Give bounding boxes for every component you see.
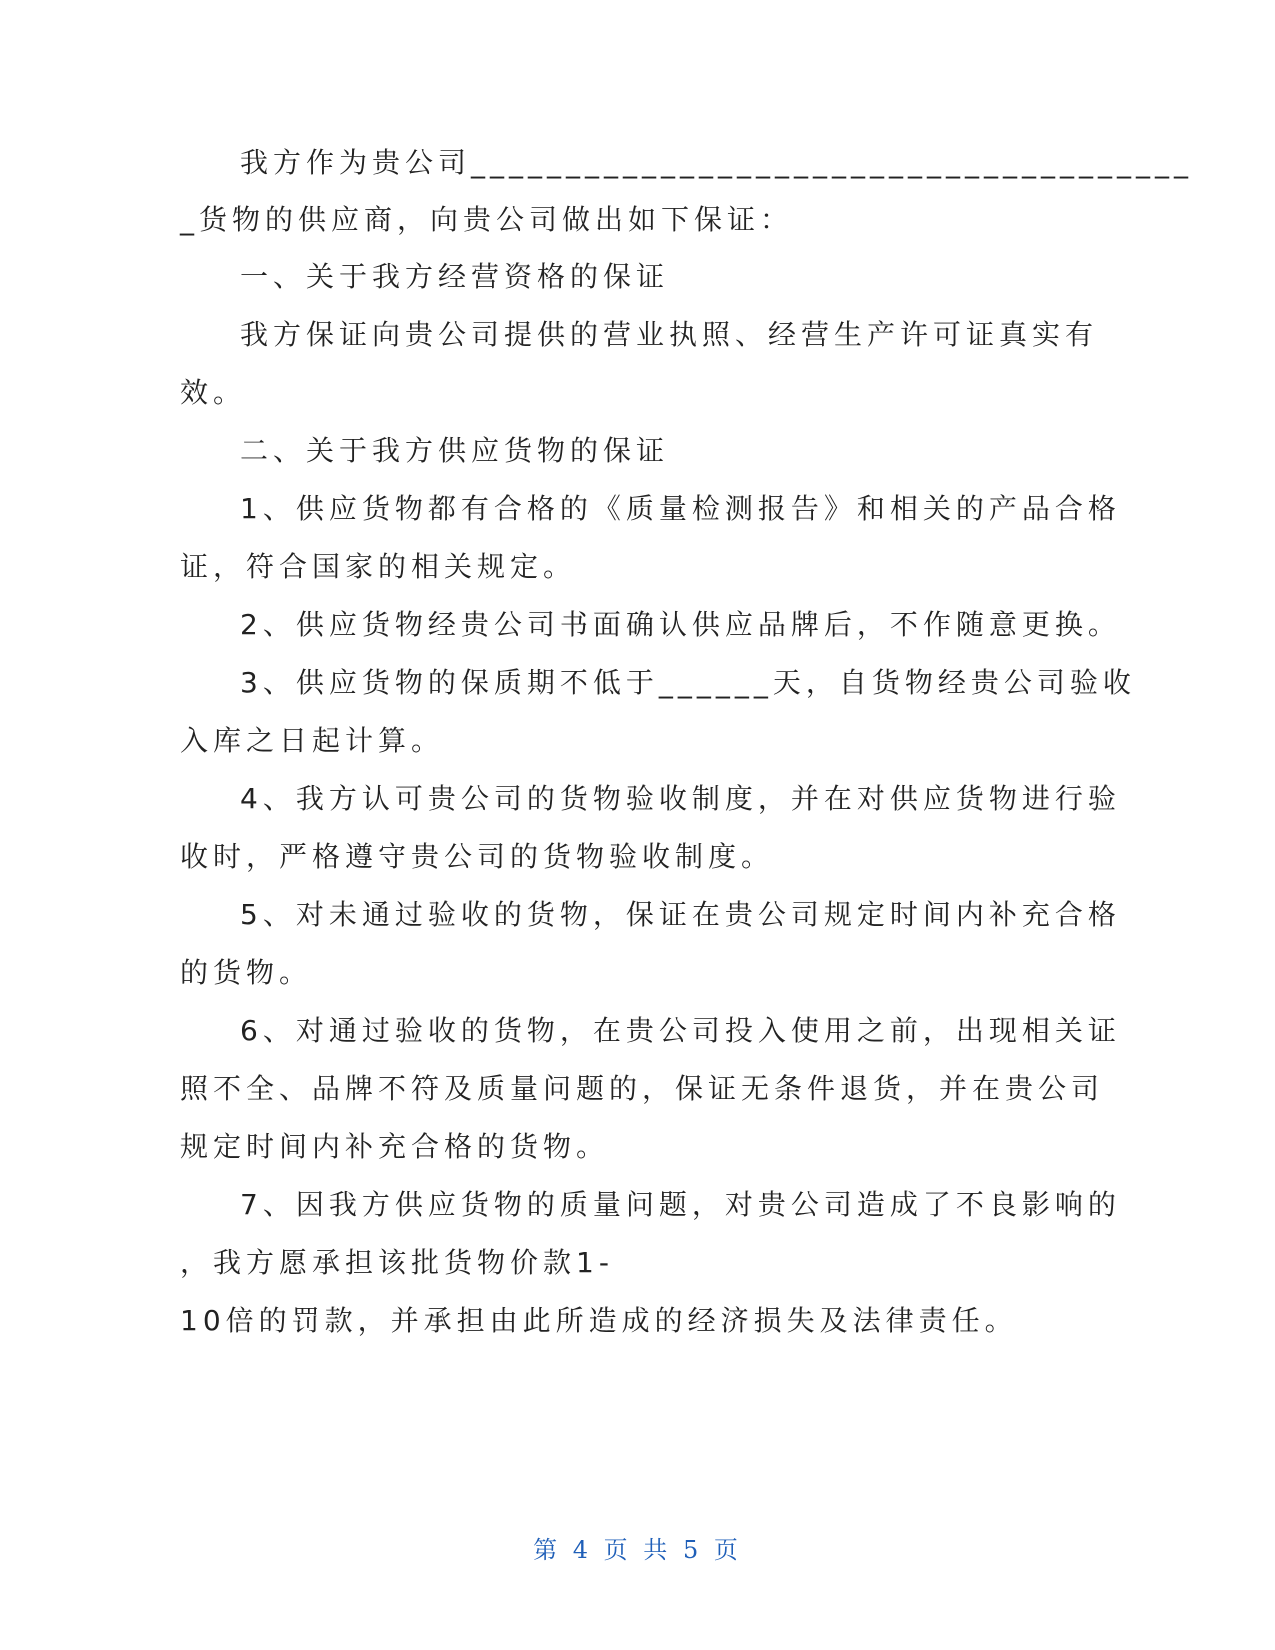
paragraph-line: 效。 bbox=[180, 376, 247, 409]
section-heading-1: 一、关于我方经营资格的保证 bbox=[240, 260, 670, 293]
item-4-line-2: 收时，严格遵守贵公司的货物验收制度。 bbox=[180, 840, 775, 873]
intro-line-2: _货物的供应商，向贵公司做出如下保证： bbox=[180, 203, 794, 236]
section-heading-2: 二、关于我方供应货物的保证 bbox=[240, 434, 670, 467]
item-7-line-2: ，我方愿承担该批货物价款1- bbox=[180, 1246, 614, 1279]
item-4-line-1: 4、我方认可贵公司的货物验收制度，并在对供应货物进行验 bbox=[240, 782, 1121, 815]
item-3-line-1: 3、供应货物的保质期不低于______天，自货物经贵公司验收 bbox=[240, 666, 1136, 699]
item-7-line-1: 7、因我方供应货物的质量问题，对贵公司造成了不良影响的 bbox=[240, 1188, 1121, 1221]
item-6-line-2: 照不全、品牌不符及质量问题的，保证无条件退货，并在贵公司 bbox=[180, 1072, 1105, 1105]
item-3-line-2: 入库之日起计算。 bbox=[180, 724, 445, 757]
item-5-line-2: 的货物。 bbox=[180, 956, 313, 989]
item-2-line: 2、供应货物经贵公司书面确认供应品牌后，不作随意更换。 bbox=[240, 608, 1121, 641]
item-1-line-2: 证，符合国家的相关规定。 bbox=[180, 550, 577, 583]
paragraph-line: 我方保证向贵公司提供的营业执照、经营生产许可证真实有 bbox=[240, 318, 1099, 351]
item-6-line-3: 规定时间内补充合格的货物。 bbox=[180, 1130, 610, 1163]
intro-line-1: 我方作为贵公司______________________________________ bbox=[240, 146, 1194, 179]
item-5-line-1: 5、对未通过验收的货物，保证在贵公司规定时间内补充合格 bbox=[240, 898, 1121, 931]
page-number-footer: 第 4 页 共 5 页 bbox=[533, 1536, 742, 1564]
item-7-line-3: 10倍的罚款，并承担由此所造成的经济损失及法律责任。 bbox=[180, 1304, 1018, 1337]
item-1-line-1: 1、供应货物都有合格的《质量检测报告》和相关的产品合格 bbox=[240, 492, 1121, 525]
item-6-line-1: 6、对通过验收的货物，在贵公司投入使用之前，出现相关证 bbox=[240, 1014, 1121, 1047]
